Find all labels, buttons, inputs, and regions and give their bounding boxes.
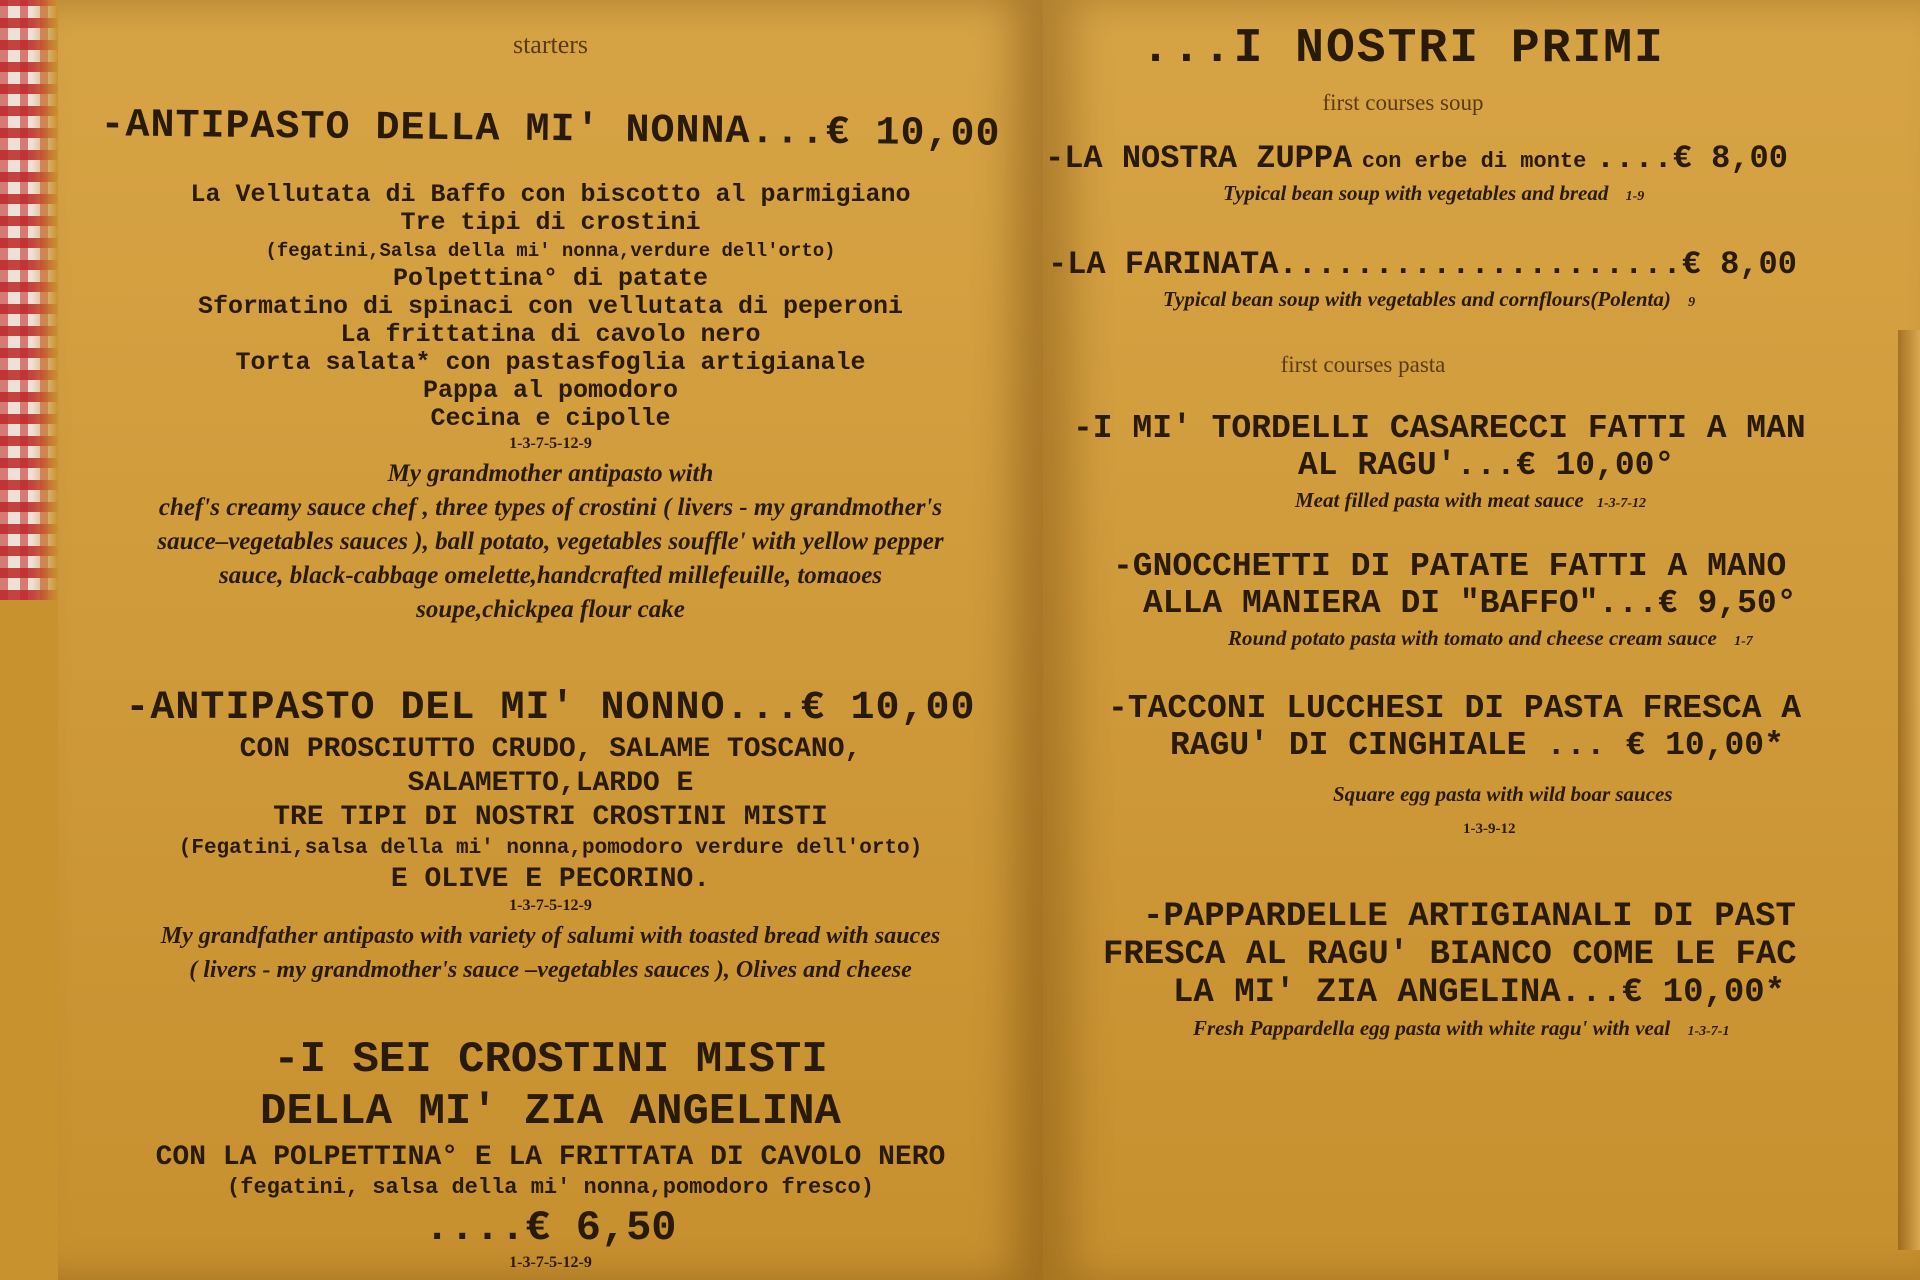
english-line: Fresh Pappardella egg pasta with white ragu' with veal xyxy=(1193,1016,1671,1040)
allergen-codes: 1-3-7-5-12-9 xyxy=(509,897,592,914)
dish-title: -GNOCCHETTI DI PATATE FATTI A MANO xyxy=(1113,548,1787,585)
english-line: soupe,chickpea flour cake xyxy=(416,596,685,623)
dish-description xyxy=(78,181,1023,433)
dish-title: FRESCA AL RAGU' BIANCO COME LE FAC xyxy=(1103,936,1797,974)
allergen-codes: 1-9 xyxy=(1625,189,1645,204)
antipasto-nonna-block xyxy=(78,103,1023,627)
english-description xyxy=(1043,287,1920,312)
english-line: My grandfather antipasto with variety of salumi with toasted bread with sauces xyxy=(160,923,941,949)
desc-line: Pappa al pomodoro xyxy=(422,376,679,405)
desc-line: CON LA POLPETTINA° E LA FRITTATA DI CAVOLO NERO xyxy=(155,1142,946,1173)
dish-title: -TACCONI LUCCHESI DI PASTA FRESCA A xyxy=(1108,690,1802,727)
desc-line: Polpettina° di patate xyxy=(392,264,709,293)
desc-note: (Fegatini,salsa della mi' nonna,pomodoro verdure dell'orto) xyxy=(178,837,923,860)
english-line: sauce–vegetables sauces ), ball potato, vegetables souffle' with yellow pepper xyxy=(157,528,944,555)
allergen-codes: 1-3-7-1 xyxy=(1687,1024,1730,1039)
english-description xyxy=(78,457,1023,627)
english-line: Round potato pasta with tomato and cheese cream sauce xyxy=(1228,626,1717,650)
pappardelle-block xyxy=(1103,898,1920,1041)
desc-line: Sformatino di spinaci con vellutata di peperoni xyxy=(197,292,904,321)
english-description xyxy=(78,919,1023,987)
dish-name: -LA NOSTRA ZUPPA xyxy=(1045,140,1353,177)
english-line: chef's creamy sauce chef , three types of crostini ( livers - my grandmother's xyxy=(158,494,943,521)
antipasto-nonno-block xyxy=(78,686,1023,987)
english-line: ( livers - my grandmother's sauce –vegetables sauces ), Olives and cheese xyxy=(189,957,912,983)
primi-heading-block xyxy=(1043,22,1763,116)
allergen-codes: 1-3-7-5-12-9 xyxy=(509,1254,592,1271)
allergen-codes: 1-3-9-12 xyxy=(1463,821,1516,837)
allergen-codes: 1-3-7-5-12-9 xyxy=(509,435,592,452)
sei-crostini-block xyxy=(78,1034,1023,1272)
dish-title: -ANTIPASTO DELLA MI' NONNA...€ 10,00 xyxy=(100,103,1001,158)
dish-title: -LA FARINATA.....................€ 8,00 xyxy=(1048,246,1797,283)
english-line: Meat filled pasta with meat sauce xyxy=(1295,488,1584,512)
dish-price: ....€ 8,00 xyxy=(1595,140,1788,177)
farinata-block xyxy=(1043,246,1920,312)
dish-title: LA MI' ZIA ANGELINA...€ 10,00* xyxy=(1173,974,1786,1012)
desc-line: E OLIVE E PECORINO. xyxy=(390,864,711,895)
tacconi-block xyxy=(1108,690,1920,838)
desc-line: Torta salata* con pastasfoglia artigianale xyxy=(235,348,866,377)
dish-title-row xyxy=(1043,140,1920,177)
english-line: sauce, black-cabbage omelette,handcrafted millefeuille, tomaoes xyxy=(218,562,883,589)
dish-title: ALLA MANIERA DI "BAFFO"...€ 9,50° xyxy=(1143,585,1797,622)
desc-line: Cecina e cipolle xyxy=(430,404,671,433)
desc-line: SALAMETTO,LARDO E xyxy=(407,768,694,799)
section-heading-soup: first courses soup xyxy=(1322,90,1484,115)
allergen-codes: 9 xyxy=(1688,295,1696,310)
desc-note: (fegatini,Salsa della mi' nonna,verdure dell'orto) xyxy=(265,240,836,262)
english-description xyxy=(1043,181,1920,206)
english-description xyxy=(1073,488,1920,513)
desc-note: (fegatini, salsa della mi' nonna,pomodoro fresco) xyxy=(227,1175,874,1200)
dish-title: -ANTIPASTO DEL MI' NONNO...€ 10,00 xyxy=(125,686,976,731)
section-heading-pasta: first courses pasta xyxy=(1280,352,1446,377)
dish-title: -PAPPARDELLE ARTIGIANALI DI PAST xyxy=(1143,898,1796,936)
dish-price: ....€ 6,50 xyxy=(424,1204,677,1252)
desc-line: CON PROSCIUTTO CRUDO, SALAME TOSCANO, xyxy=(239,734,862,765)
english-line: My grandmother antipasto with xyxy=(387,460,714,487)
dish-subtitle: con erbe di monte xyxy=(1361,149,1587,174)
pasta-heading-block xyxy=(1043,352,1683,378)
dish-title: -I MI' TORDELLI CASARECCI FATTI A MAN xyxy=(1073,410,1806,447)
starters-section xyxy=(78,30,1023,60)
desc-line: Tre tipi di crostini xyxy=(400,208,701,237)
allergen-codes: 1-3-7-12 xyxy=(1597,496,1646,511)
dish-description xyxy=(78,733,1023,835)
gnocchetti-block xyxy=(1113,548,1920,651)
english-line: Typical bean soup with vegetables and cornflours(Polenta) xyxy=(1163,287,1671,311)
english-description: Square egg pasta with wild boar sauces xyxy=(1333,782,1673,806)
tordelli-block xyxy=(1073,410,1920,513)
dish-title: -I SEI CROSTINI MISTI xyxy=(273,1035,828,1085)
allergen-codes: 1-7 xyxy=(1734,634,1753,649)
menu-page-right xyxy=(1043,0,1920,1280)
dish-title: DELLA MI' ZIA ANGELINA xyxy=(260,1087,841,1137)
section-heading-starters: starters xyxy=(512,30,589,59)
page-title: ...I NOSTRI PRIMI xyxy=(1141,22,1665,76)
menu-page-left xyxy=(58,0,1043,1280)
english-line: Typical bean soup with vegetables and bread xyxy=(1223,181,1609,205)
english-description xyxy=(1103,1016,1920,1041)
english-description xyxy=(1113,626,1920,651)
tablecloth-corner xyxy=(0,0,58,600)
desc-line: TRE TIPI DI NOSTRI CROSTINI MISTI xyxy=(273,802,828,833)
desc-line: La Vellutata di Baffo con biscotto al parmigiano xyxy=(190,180,911,209)
desc-line: La frittatina di cavolo nero xyxy=(340,320,761,349)
zuppa-block xyxy=(1043,140,1920,206)
dish-title: RAGU' DI CINGHIALE ... € 10,00* xyxy=(1170,727,1784,764)
dish-title: AL RAGU'...€ 10,00° xyxy=(1298,447,1675,484)
